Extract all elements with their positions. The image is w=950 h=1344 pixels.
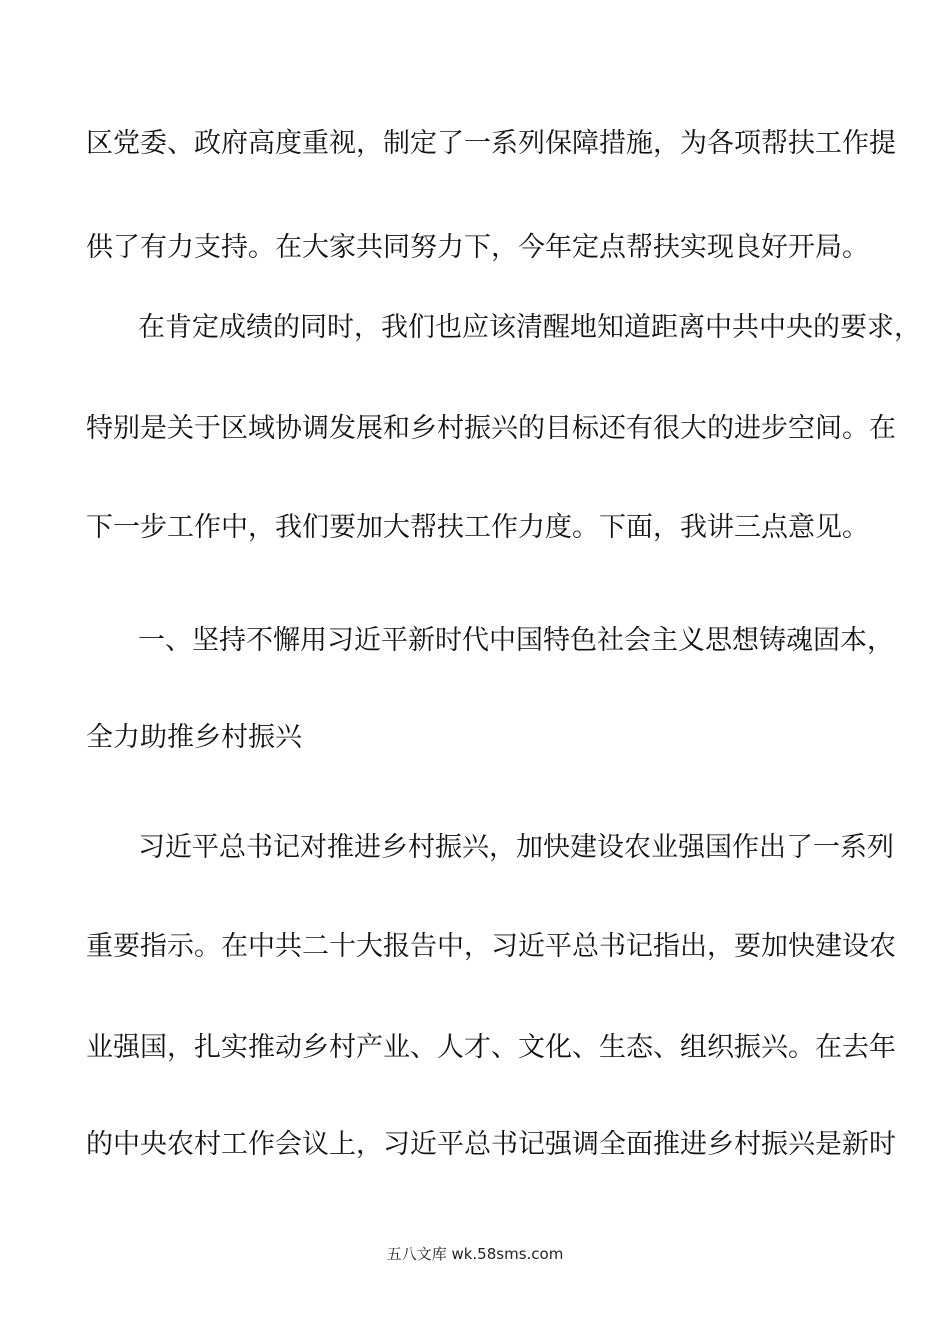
section-heading-line: 全力助推乡村振兴 [86, 722, 302, 753]
footer-watermark: 五八文库 wk.58sms.com [386, 1245, 564, 1263]
paragraph-line: 的中央农村工作会议上，习近平总书记强调全面推进乡村振兴是新时 [86, 1129, 896, 1160]
paragraph-line: 业强国，扎实推动乡村产业、人才、文化、生态、组织振兴。在去年 [86, 1032, 896, 1063]
paragraph-line: 下一步工作中，我们要加大帮扶工作力度。下面，我讲三点意见。 [86, 512, 869, 543]
paragraph-line: 供了有力支持。在大家共同努力下，今年定点帮扶实现良好开局。 [86, 232, 869, 263]
section-heading-line: 一、坚持不懈用习近平新时代中国特色社会主义思想铸魂固本， [138, 625, 894, 656]
paragraph-line: 区党委、政府高度重视，制定了一系列保障措施，为各项帮扶工作提 [86, 128, 896, 159]
paragraph-line: 习近平总书记对推进乡村振兴，加快建设农业强国作出了一系列 [138, 832, 894, 863]
paragraph-line: 特别是关于区域协调发展和乡村振兴的目标还有很大的进步空间。在 [86, 413, 896, 444]
paragraph-line: 在肯定成绩的同时，我们也应该清醒地知道距离中共中央的要求， [138, 312, 921, 343]
paragraph-line: 重要指示。在中共二十大报告中，习近平总书记指出，要加快建设农 [86, 931, 896, 962]
